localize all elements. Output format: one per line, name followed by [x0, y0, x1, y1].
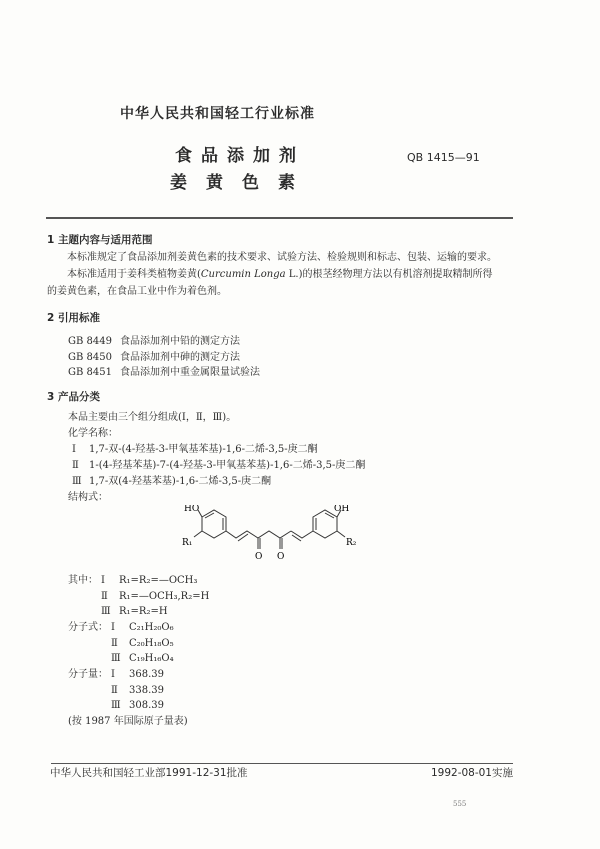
item-text: 368.39: [129, 669, 164, 680]
item-number: Ⅱ: [72, 460, 79, 471]
item-number: Ⅲ: [72, 476, 82, 487]
item-number: GB 8451: [68, 367, 112, 378]
o2-label: O: [277, 552, 285, 562]
approval-date: 中华人民共和国轻工业部1991-12-31批准: [50, 767, 248, 779]
substituent-item: [101, 592, 209, 602]
formula-item: [111, 623, 174, 633]
substituent-item: [101, 607, 168, 617]
reference-item: [68, 337, 240, 347]
text: 本标准适用于姜科类植物姜黄(: [67, 269, 201, 280]
item-text: C₂₁H₂₀O₆: [129, 622, 174, 633]
item-number: Ⅲ: [111, 653, 121, 664]
effective-date: 1992-08-01实施: [430, 767, 513, 779]
ho-label: HO: [184, 505, 200, 514]
item-number: Ⅱ: [111, 684, 118, 696]
standard-code: QB 1415—91: [407, 151, 480, 164]
item-text: R₁=R₂=—OCH₃: [119, 575, 198, 586]
item-text: 1,7-双-(4-羟基-3-甲氧基苯基)-1,6-二烯-3,5-庚二酮: [89, 444, 318, 455]
item-text: R₁=R₂=H: [119, 606, 168, 617]
item-text: 338.39: [129, 684, 164, 696]
chemical-name-item: [72, 445, 318, 455]
o1-label: O: [255, 552, 263, 562]
item-text: 食品添加剂中铅的测定方法: [120, 336, 240, 347]
components-intro: 本品主要由三个组分组成(Ⅰ，Ⅱ，Ⅲ)。: [68, 412, 237, 423]
chemical-name-item: [72, 461, 365, 471]
r1-label: R₁: [182, 538, 193, 548]
item-number: Ⅲ: [101, 606, 111, 617]
title-line2: 姜黄色素: [170, 173, 314, 193]
title-line1: 食品添加剂: [175, 146, 305, 166]
latin-name: Curcumin Longa: [200, 269, 286, 280]
item-number: Ⅱ: [111, 637, 118, 649]
section-1-para2: [67, 270, 493, 280]
section-1-heading: 1 主题内容与适用范围: [47, 234, 153, 246]
page-number: 555: [453, 800, 467, 808]
item-text: 食品添加剂中重金属限量试验法: [120, 367, 260, 378]
item-text: 1,7-双(4-羟基苯基)-1,6-二烯-3,5-庚二酮: [89, 476, 272, 487]
footer-rule: [51, 763, 513, 764]
item-number: Ⅰ: [101, 575, 105, 586]
mass-label: 分子量：: [68, 669, 108, 680]
molecular-mass-item: [111, 686, 164, 696]
item-number: Ⅰ: [111, 669, 115, 680]
formula-item: [111, 654, 174, 664]
text: L.)的根茎经物理方法以有机溶剂提取精制所得: [285, 269, 493, 280]
where-label: 其中：: [68, 575, 98, 586]
item-number: Ⅱ: [101, 590, 108, 602]
item-text: 食品添加剂中砷的测定方法: [120, 351, 240, 363]
structural-formula: [180, 505, 380, 575]
section-3-heading: 3 产品分类: [47, 391, 100, 403]
item-number: GB 8450: [68, 351, 112, 363]
section-1-para2-cont: 的姜黄色素，在食品工业中作为着色剂。: [47, 286, 227, 297]
item-number: Ⅲ: [111, 700, 121, 711]
reference-item: [68, 353, 240, 363]
item-text: C₂₀H₁₈O₅: [129, 637, 174, 649]
issuer: 中华人民共和国轻工行业标准: [120, 106, 315, 122]
structure-label: 结构式：: [68, 492, 108, 503]
header-rule: [46, 217, 513, 219]
molecular-mass-item: [111, 670, 164, 680]
item-number: Ⅰ: [111, 622, 115, 633]
section-2-heading: 2 引用标准: [47, 312, 100, 324]
section-1-para1: 本标准规定了食品添加剂姜黄色素的技术要求、试验方法、检验规则和标志、包装、运输的要求。: [67, 252, 497, 263]
substituent-item: [101, 576, 197, 586]
item-number: Ⅰ: [72, 444, 76, 455]
molecular-mass-item: [111, 701, 164, 711]
oh-label: OH: [334, 505, 350, 514]
item-text: 1-(4-羟基苯基)-7-(4-羟基-3-甲氧基苯基)-1,6-二烯-3,5-庚二酮: [89, 460, 366, 471]
item-text: R₁=—OCH₃,R₂=H: [119, 590, 210, 602]
item-text: C₁₉H₁₆O₄: [129, 653, 174, 664]
chem-name-label: 化学名称：: [68, 428, 118, 439]
formula-label: 分子式：: [68, 622, 108, 633]
item-text: 308.39: [129, 700, 164, 711]
item-number: GB 8449: [68, 336, 112, 347]
formula-item: [111, 639, 174, 649]
r2-label: R₂: [346, 538, 357, 548]
reference-item: [68, 368, 260, 378]
chemical-name-item: [72, 477, 271, 487]
atomic-weight-note: (按 1987 年国际原子量表): [68, 716, 188, 727]
